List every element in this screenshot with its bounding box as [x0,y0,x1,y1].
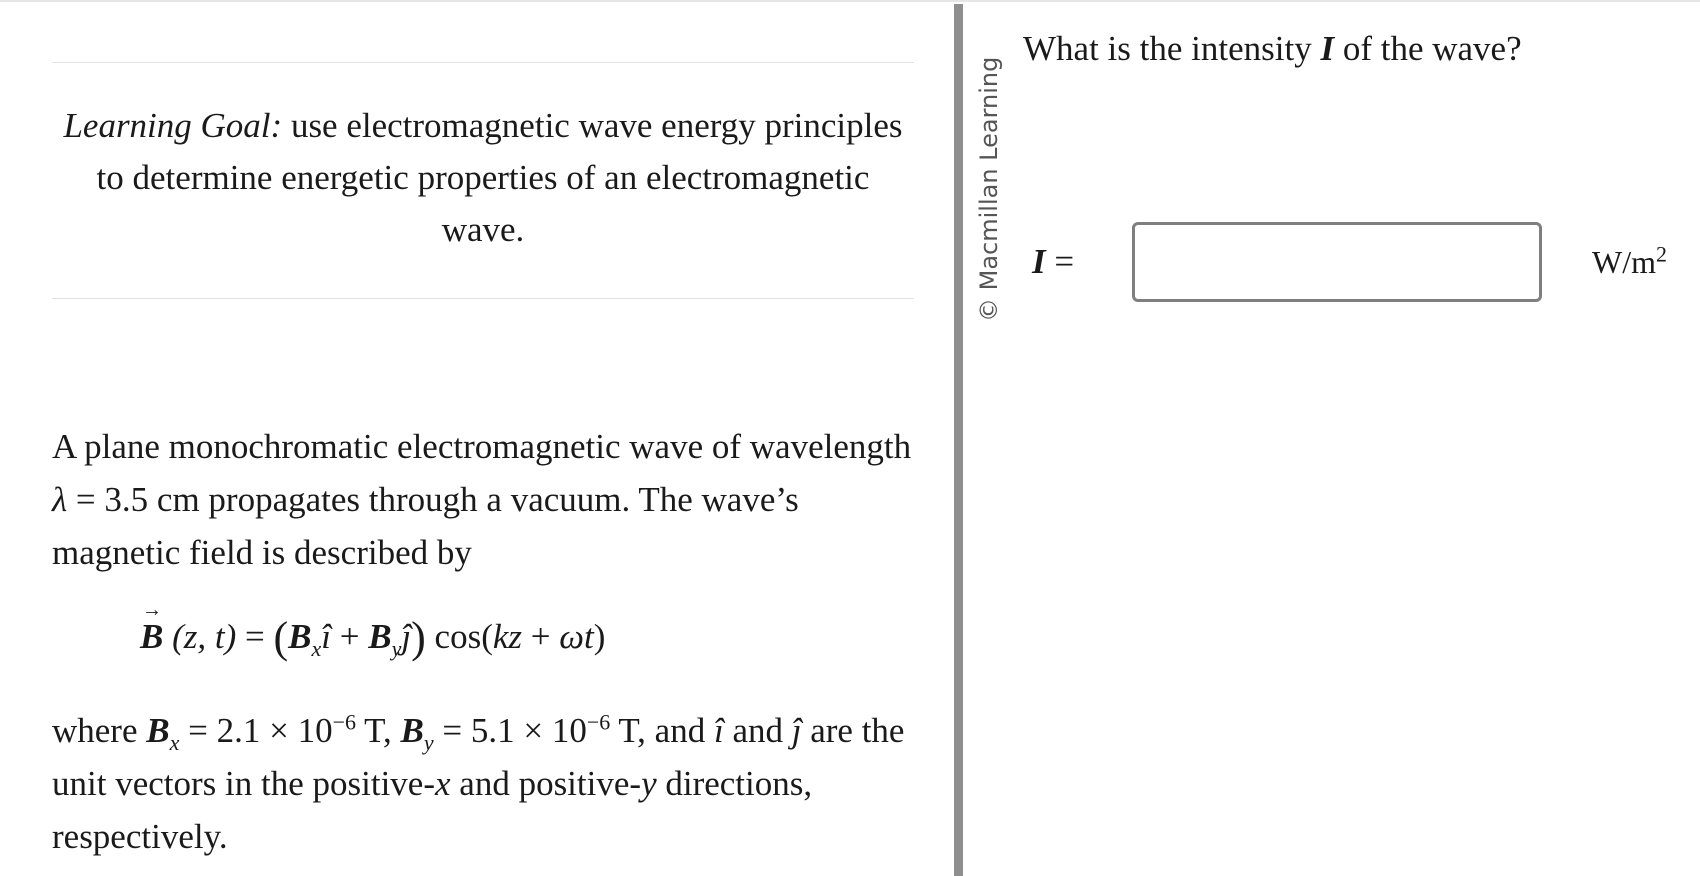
question-prompt [1023,26,1522,72]
pane-divider[interactable] [954,4,963,876]
eq-sign: = [245,617,265,656]
eq-bx: B [288,617,312,656]
unit-base: W/m [1592,244,1656,280]
eq-cos: cos( [434,617,493,656]
y-var: y [641,764,657,803]
answer-eq: = [1054,242,1075,281]
lambda-symbol: λ [52,480,68,519]
where-text: where [52,711,138,750]
by-sub: y [423,730,434,755]
x-var: x [434,764,451,803]
intensity-input[interactable] [1132,222,1542,302]
goal-top-rule [52,62,914,63]
bx-unit: T, [364,711,392,750]
eq-kz: kz [492,617,523,656]
b-vector-symbol: B [140,617,164,656]
problem-statement [52,420,922,579]
vector-arrow-icon: → [142,599,162,621]
eq-cos-close: ) [593,617,606,656]
eq-by-sub: y [391,636,402,661]
direction-text: are the unit vectors in the positive- [52,711,905,803]
by-value: = 5.1 × 10 [442,711,587,750]
bx-sub: x [169,730,180,755]
j-hat: ĵ [791,711,802,750]
by-label: B [400,711,424,750]
question-text: What is the intensity [1023,29,1312,68]
eq-bx-sub: x [311,636,322,661]
i-hat: î [713,711,724,750]
learning-goal [52,100,914,256]
eq-omega-t: ωt [559,617,594,656]
by-unit: T, and [618,711,706,750]
b-vector [140,599,164,662]
by-exponent: −6 [586,709,611,735]
eq-args: (z, t) [172,617,237,656]
problem-text: A plane monochromatic electromagnetic wave of wavelength [52,427,912,466]
and-text: and [732,711,783,750]
question-symbol: I [1320,29,1335,68]
copyright-notice: © Macmillan Learning [975,56,1003,322]
bx-value: = 2.1 × 10 [188,711,333,750]
right-paren: ) [411,613,426,662]
direction-text-3: directions, respectively. [52,764,813,856]
eq-i-hat: î [321,617,332,656]
question-text-2: of the wave? [1342,29,1522,68]
eq-j-hat: ĵ [401,617,412,656]
left-paren: ( [273,613,289,662]
direction-text-2: and positive- [459,764,642,803]
eq-plus-2: + [530,617,551,656]
answer-label [1032,242,1074,282]
field-components [52,704,922,863]
eq-plus: + [339,617,360,656]
bx-exponent: −6 [332,709,357,735]
magnetic-field-equation [140,599,606,662]
bx-label: B [146,711,170,750]
problem-text-2: = 3.5 cm propagates through a vacuum. The wave’s magnetic field is described by [52,480,799,572]
unit-exponent: 2 [1655,241,1667,267]
learning-goal-text: use electromagnetic wave energy principles to determine energetic properties of an electromagnetic wave. [96,106,903,249]
answer-symbol: I [1032,242,1046,281]
answer-unit [1592,242,1667,282]
learning-goal-label: Learning Goal: [63,106,283,145]
goal-bottom-rule [52,298,914,299]
eq-by: B [368,617,392,656]
